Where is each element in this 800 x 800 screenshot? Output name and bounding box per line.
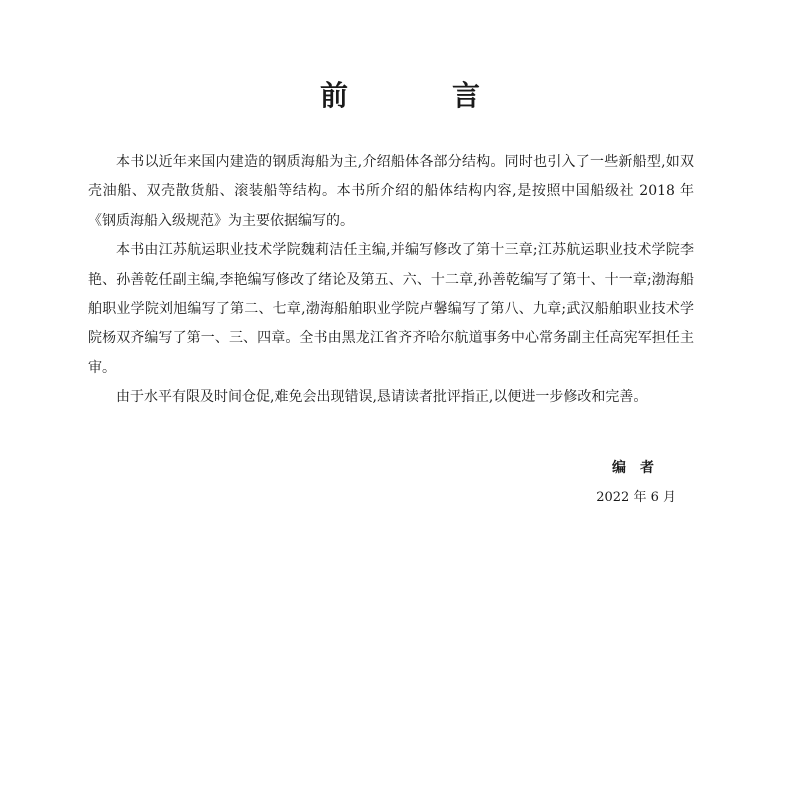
page-title: 前 言	[319, 79, 518, 112]
paragraph-2: 本书由江苏航运职业技术学院魏莉洁任主编,并编写修改了第十三章;江苏航运职业技术学院李艳、孙善乾任副主编,李艳编写修改了绪论及第五、六、十二章,孙善乾编写了第十、十一章;渤海船舶职业学院刘旭编写了第二、七章,渤海船舶职业学院卢馨编写了第八、九章;武汉船舶职业技术学院杨双齐编写了第一、三、四章。全书由黑龙江省齐齐哈尔航道事务中心常务副主任高宪军担任主审。	[88, 242, 694, 376]
preface-body	[88, 148, 694, 413]
signature-editor: 编者	[612, 460, 668, 476]
paragraph-1: 本书以近年来国内建造的钢质海船为主,介绍船体各部分结构。同时也引入了一些新船型,如双壳油船、双壳散货船、滚装船等结构。本书所介绍的船体结构内容,是按照中国船级社 2018 年《钢质海船入级规范》为主要依据编写的。	[88, 154, 694, 229]
signature-date: 2022 年 6 月	[596, 490, 676, 505]
paragraph-3: 由于水平有限及时间仓促,难免会出现错误,恳请读者批评指正,以便进一步修改和完善。	[116, 389, 648, 406]
